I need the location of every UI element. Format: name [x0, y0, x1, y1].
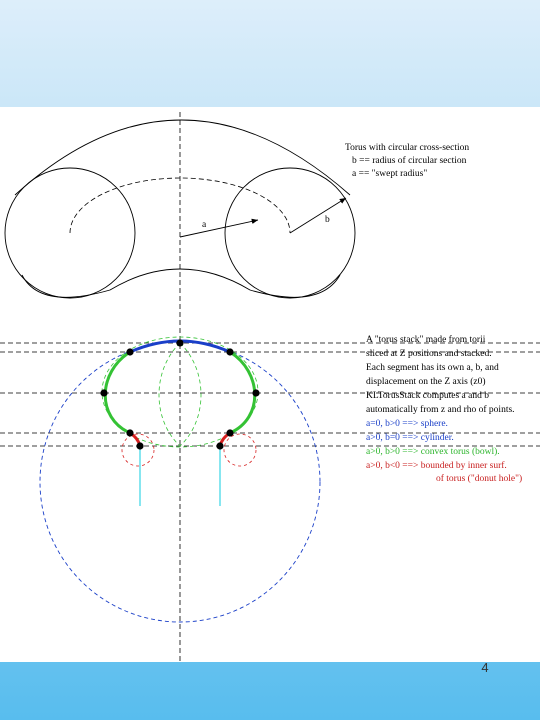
stack-description-line-1: A "torus stack" made from torii: [366, 335, 486, 345]
stack-point: [252, 389, 259, 396]
stack-description-line-4: displacement on the Z axis (z0): [366, 377, 486, 387]
stack-point: [176, 339, 183, 346]
torus-note-line-1: Torus with circular cross-section: [345, 143, 470, 153]
torus-outer-top-outline: [15, 120, 350, 195]
radius-b-arrow: [290, 198, 346, 233]
donut-hole-circle-right: [224, 434, 256, 466]
inner-dashed-arc-left: [159, 343, 180, 446]
stack-description-line-2: sliced at Z positions and stacked.: [366, 349, 492, 359]
stack-description-line-3: Each segment has its own a, b, and: [366, 363, 499, 373]
label-b: b: [325, 215, 330, 225]
stack-point: [126, 348, 133, 355]
convex-segment-right: [230, 352, 255, 433]
stack-description-line-5: KLTorusStack computes a and b: [366, 391, 489, 401]
convex-segment-left: [105, 352, 130, 433]
page-number: 4: [481, 660, 489, 675]
stack-point: [226, 348, 233, 355]
inner-dashed-arc-right: [180, 343, 201, 446]
case-donut-hole: of torus ("donut hole"): [436, 474, 523, 484]
stack-point: [100, 389, 107, 396]
stack-point: [226, 429, 233, 436]
stack-description-line-6: automatically from z and rho of points.: [366, 405, 515, 415]
label-a: a: [202, 220, 207, 230]
radius-a-arrow: [180, 220, 258, 237]
case-sphere: a=0, b>0 ==> sphere.: [366, 419, 448, 429]
torus-note-line-3: a == "swept radius": [352, 169, 428, 179]
case-inner-surface: a>0, b<0 ==> bounded by inner surf.: [366, 461, 507, 471]
stack-point: [216, 442, 223, 449]
case-cylinder: a>0, b=0 ==> cylinder.: [366, 433, 454, 443]
torus-bottom-outline: [22, 269, 340, 297]
stack-point: [126, 429, 133, 436]
case-convex-torus: a>0, b>0 ==> convex torus (bowl).: [366, 447, 500, 457]
torus-note-line-2: b == radius of circular section: [352, 156, 467, 166]
stack-point: [136, 442, 143, 449]
